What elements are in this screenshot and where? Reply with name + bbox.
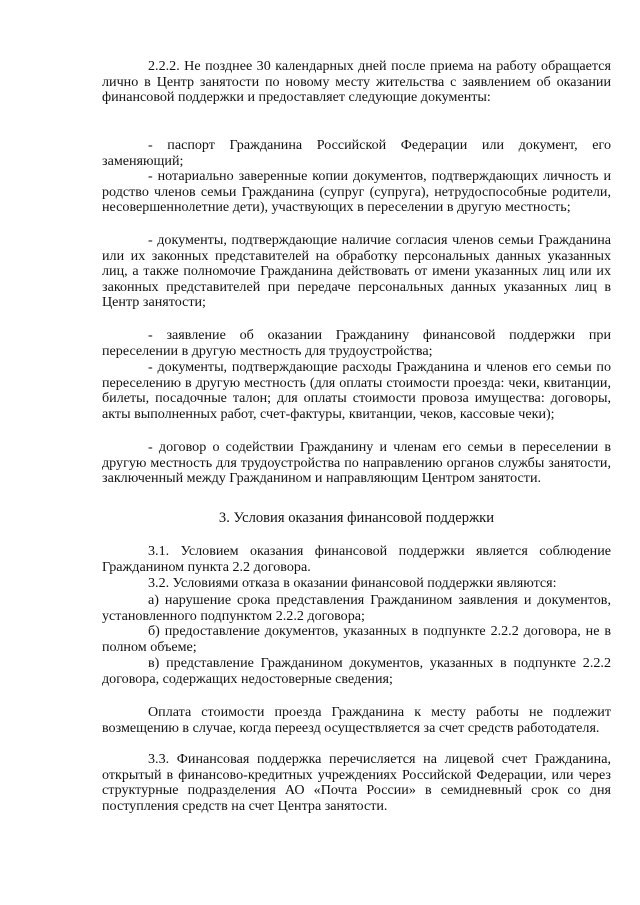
paragraph-3-2-c: в) представление Гражданином документов, указанных в подпункте 2.2.2 договора, содержащих недостоверные сведения; [102, 655, 611, 687]
list-item-support-application: - заявление об оказании Гражданину финансовой поддержки при переселении в другую местность для трудоустройства; [102, 327, 611, 359]
list-item-notarized-copies: - нотариально заверенные копии документов, подтверждающих личность и родство членов семьи Гражданина (супруг (супруга), нетрудоспособные родители, несовершеннолетние дети), участвующих в переселении в другую местность; [102, 168, 611, 216]
paragraph-3-2-a: а) нарушение срока представления Гражданином заявления и документов, установленного подпунктом 2.2.2 договора; [102, 592, 611, 624]
list-item-expense-documents: - документы, подтверждающие расходы Гражданина и членов его семьи по переселению в другую местность (для оплаты стоимости проезда: чеки, квитанции, билеты, посадочные талон; для оплаты стоимости провоза имущества: договоры, акты выполненных работ, счет-фактуры, квитанции, чеков, кассовые чеки); [102, 359, 611, 422]
paragraph-2-2-2: 2.2.2. Не позднее 30 календарных дней после приема на работу обращается лично в Центр занятости по новому месту жительства с заявлением об оказании финансовой поддержки и предоставляет следующие документы: [102, 58, 611, 106]
paragraph-3-3: 3.3. Финансовая поддержка перечисляется на лицевой счет Гражданина, открытый в финансово-кредитных учреждениях Российской Федерации, или через структурные подразделения АО «Почта России» в семидневный срок со дня поступления средств на счет Центра занятости. [102, 751, 611, 814]
list-item-assistance-contract: - договор о содействии Гражданину и членам его семьи в переселении в другую местность для трудоустройства по направлению органов службы занятости, заключенный между Гражданином и направляющим Центром занятости. [102, 439, 611, 487]
paragraph-fare-compensation: Оплата стоимости проезда Гражданина к месту работы не подлежит возмещению в случае, когда переезд осуществляется за счет средств работодателя. [102, 704, 611, 736]
paragraph-3-2-b: б) предоставление документов, указанных в подпункте 2.2.2 договора, не в полном объеме; [102, 623, 611, 655]
list-item-passport: - паспорт Гражданина Российской Федерации или документ, его заменяющий; [102, 137, 611, 169]
section-3-heading: 3. Условия оказания финансовой поддержки [218, 510, 495, 526]
paragraph-3-1: 3.1. Условием оказания финансовой поддержки является соблюдение Гражданином пункта 2.2 договора. [102, 543, 611, 575]
list-item-consent-documents: - документы, подтверждающие наличие согласия членов семьи Гражданина или их законных представителей на обработку персональных данных указанных лиц, а также полномочие Гражданина действовать от имени указанных лиц или их законных представителей при передаче персональных данных указанных лиц в Центр занятости; [102, 232, 611, 311]
paragraph-3-2: 3.2. Условиями отказа в оказании финансовой поддержки являются: [148, 575, 557, 591]
